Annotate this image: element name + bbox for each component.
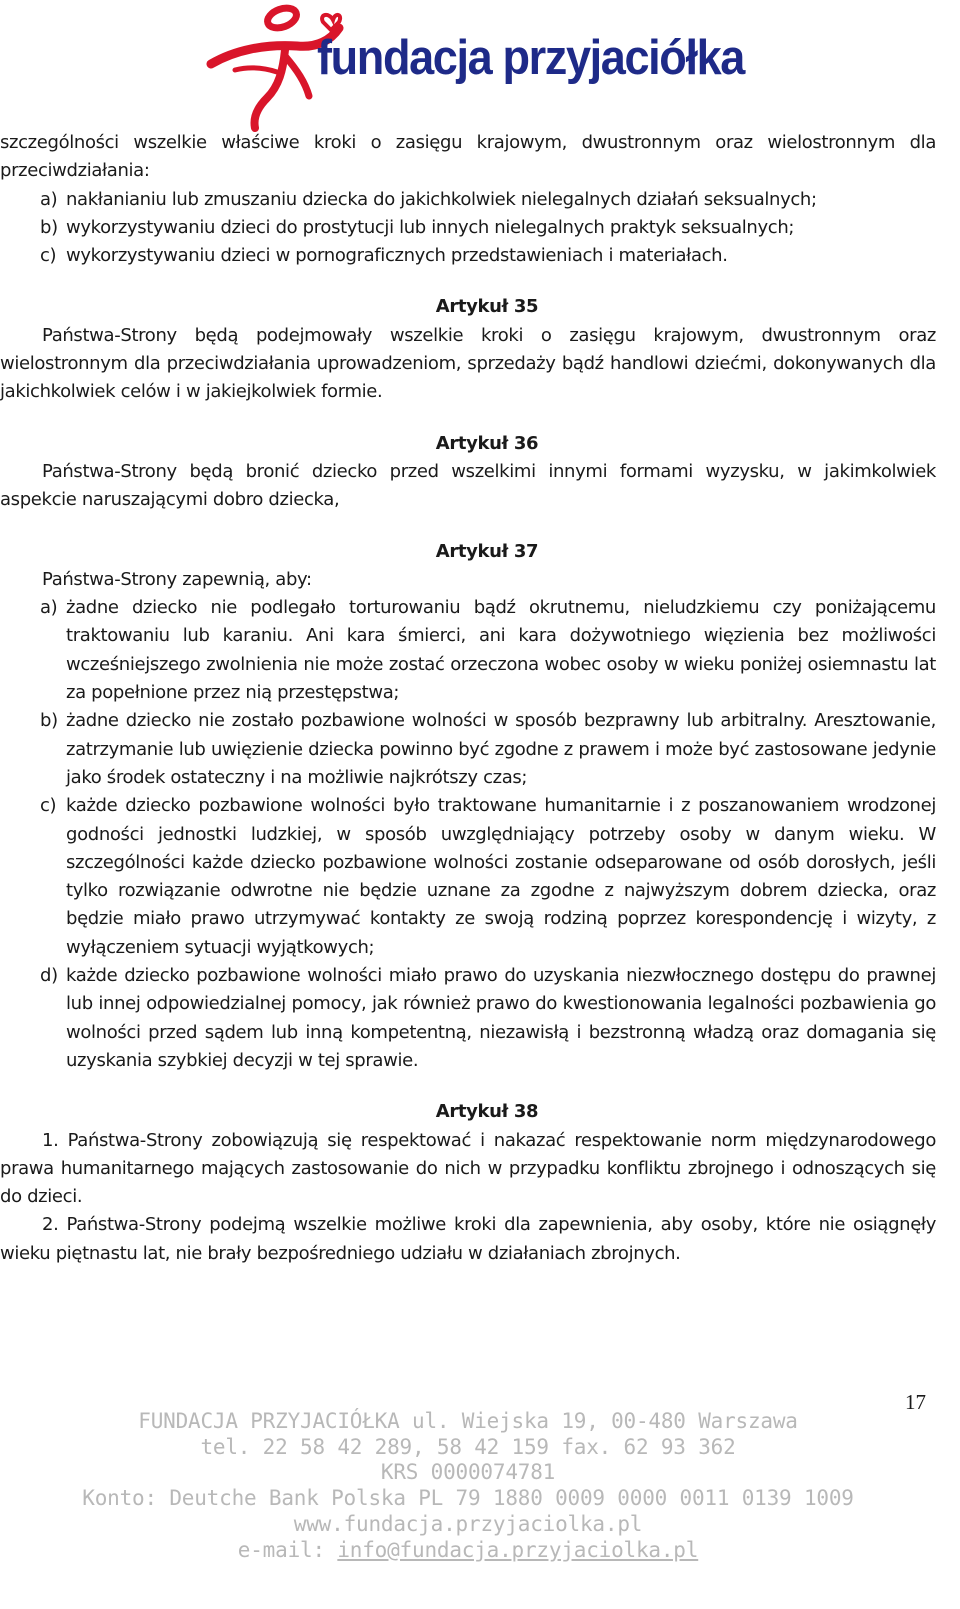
list-item [0,962,936,1075]
article-35-title: Artykuł 35 [435,296,539,318]
list-item-text: każde dziecko pozbawione wolności miało prawo do uzyskania niezwłocznego dostępu do prawnej lub innej odpowiedzialnej pomocy, jak również prawo do kwestionowania legalności pozbawienia go wolności przed sądem lub inną kompetentną, niezawisłą i bezstronną władzą oraz domagania się uzyskania szybkiej decyzji w tej sprawie. [66,965,936,1071]
article-37-title: Artykuł 37 [435,540,539,562]
point-text: Państwa-Strony zobowiązują się respektować i nakazać respektowanie norm międzynarodowego prawa humanitarnego mających zastosowanie do nich w przypadku konfliktu zbrojnego i odnoszących się do dzieci. [0,1129,936,1208]
list-item [0,186,936,214]
list-item-label: c) [40,245,57,267]
footer [0,1409,936,1563]
point-text: Państwa-Strony podejmą wszelkie możliwe kroki dla zapewnienia, aby osoby, które nie osiągnęły wieku piętnastu lat, nie brały bezpośredniego udziału w działaniach zbrojnych. [0,1214,937,1264]
footer-bank-account: Konto: Deutche Bank Polska PL 79 1880 0009 0000 0011 0139 1009 [82,1486,854,1511]
article-35-text: Państwa-Strony będą podejmowały wszelkie kroki o zasięgu krajowym, dwustronnym oraz wielostronnym dla przeciwdziałania uprowadzeniom, sprzedaży bądź handlowi dziećmi, dokonywanych dla jakichkolwiek celów i w jakiejkolwiek formie. [0,324,936,403]
list-item [0,242,936,270]
article-36-text: Państwa-Strony będą bronić dziecko przed wszelkimi innymi formami wyzysku, w jakimkolwiek aspekcie naruszającymi dobro dziecka, [0,460,936,511]
list-item-label: b) [40,216,58,238]
point-number: 1. [42,1129,59,1151]
article-38-point [0,1127,936,1212]
article-36-title: Artykuł 36 [435,432,539,454]
list-item-label: d) [40,965,58,987]
list-item-text: wykorzystywaniu dzieci do prostytucji lub innych nielegalnych praktyk seksualnych; [66,216,795,238]
article-37-lead: Państwa-Strony zapewnią, aby: [42,568,312,590]
point-number: 2. [42,1214,59,1236]
footer-email-prefix: e-mail: [237,1537,338,1562]
list-item [0,792,936,962]
footer-address: FUNDACJA PRZYJACIÓŁKA ul. Wiejska 19, 00-480 Warszawa [138,1409,798,1433]
list-item-text: żadne dziecko nie zostało pozbawione wolności w sposób bezprawny lub arbitralny. Aresztowanie, zatrzymanie lub uwięzienie dziecka powinno być zgodne z prawem i może być zastosowane jedynie jako środek ostateczny i na możliwie najkrótszy czas; [66,710,936,788]
footer-website[interactable]: www.fundacja.przyjaciolka.pl [293,1511,643,1536]
list-item [0,594,936,707]
list-item-label: b) [40,710,58,732]
list-item-text: nakłanianiu lub zmuszaniu dziecka do jakichkolwiek nielegalnych działań seksualnych; [66,188,817,210]
article-38-point [0,1211,936,1268]
logo [205,0,745,132]
intro-lead: szczególności wszelkie właściwe kroki o zasięgu krajowym, dwustronnym oraz wielostronnym dla przeciwdziałania: [0,132,936,182]
footer-email-line [0,1538,936,1564]
document-body [0,129,936,1268]
list-item-text: żadne dziecko nie podlegało torturowaniu bądź okrutnemu, nieludzkiemu czy poniżającemu traktowaniu lub karaniu. Ani kara śmierci, ani kara dożywotniego więzienia bez możliwości wcześniejszego zwolnienia nie może zostać orzeczona wobec osoby w wieku poniżej osiemnastu lat za popełnione przez nią przestępstwa; [66,597,936,704]
list-item-text: każde dziecko pozbawione wolności było traktowane humanitarnie i z poszanowaniem wrodzonej godności jednostki ludzkiej, w sposób uwzględniający potrzeby osoby w danym wieku. W szczególności każde dziecko pozbawione wolności zostanie odseparowane od osób dorosłych, jeśli tylko rozwiązanie odwrotne nie będzie uznane za zgodne z najwyższym dobrem dziecka, oraz będzie miało prawo utrzymywać kontakty ze swoją rodziną poprzez korespondencję i wizyty, z wyłączeniem sytuacji wyjątkowych; [66,795,936,958]
list-item-label: a) [40,188,58,210]
list-item-label: c) [40,795,57,817]
logo-wordmark: fundacja przyjaciółka [317,31,744,85]
article-38-title: Artykuł 38 [435,1101,539,1123]
footer-phone: tel. 22 58 42 289, 58 42 159 fax. 62 93 362 [200,1434,736,1459]
footer-email-link[interactable]: info@fundacja.przyjaciolka.pl [337,1537,699,1562]
list-item [0,214,936,242]
page-number: 17 [905,1390,926,1414]
list-item-label: a) [40,597,58,619]
footer-krs: KRS 0000074781 [380,1460,556,1485]
list-item-text: wykorzystywaniu dzieci w pornograficznych przedstawieniach i materiałach. [66,245,728,267]
list-item [0,707,936,792]
